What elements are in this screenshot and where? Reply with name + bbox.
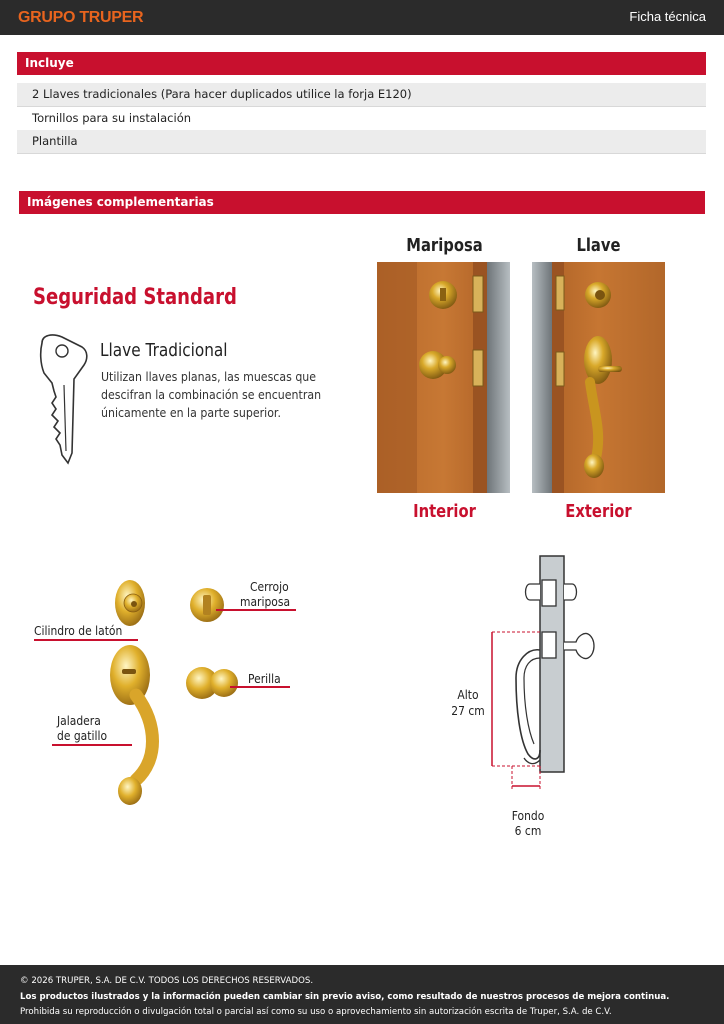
label-cerrojo-1: Cerrojo bbox=[250, 579, 289, 594]
footer-notice: Los productos ilustrados y la información pueden cambiar sin previo aviso, como resultado de nuestros procesos de mejora continua. bbox=[20, 991, 670, 1002]
footer-copyright: © 2026 TRUPER, S.A. DE C.V. TODOS LOS DERECHOS RESERVADOS. bbox=[20, 976, 314, 986]
exterior-door-photo bbox=[532, 262, 665, 493]
list-item: Tornillos para su instalación bbox=[32, 110, 192, 125]
photo-right-label: Llave bbox=[576, 235, 621, 256]
leader-line bbox=[230, 686, 290, 688]
list-item: 2 Llaves tradicionales (Para hacer duplicados utilice la forja E120) bbox=[17, 83, 706, 107]
security-title: Seguridad Standard bbox=[33, 285, 237, 310]
key-type-title: Llave Tradicional bbox=[100, 340, 228, 361]
dim-fondo-value: 6 cm bbox=[514, 823, 542, 838]
leader-line bbox=[34, 639, 138, 641]
footer bbox=[0, 965, 724, 1024]
footer-legal: Prohibida su reproducción o divulgación total o parcial así como su uso o aprovechamiento sin autorización escrita de Truper, S.A. de C.V. bbox=[20, 1007, 612, 1017]
dimensions-drawing bbox=[480, 550, 610, 790]
leader-line bbox=[52, 744, 132, 746]
photo-right-caption: Exterior bbox=[565, 501, 632, 522]
dim-fondo-label: Fondo bbox=[511, 808, 545, 823]
key-type-description: Utilizan llaves planas, las muescas que descifran la combinación se encuentran únicamente en la parte superior. bbox=[101, 369, 322, 420]
list-item: Plantilla bbox=[17, 130, 706, 154]
section-header-incluye: Incluye bbox=[17, 52, 706, 75]
section-header-imagenes: Imágenes complementarias bbox=[19, 191, 705, 214]
document-type: Ficha técnica bbox=[629, 9, 706, 24]
photo-left-label: Mariposa bbox=[406, 235, 483, 256]
label-jaladera-1: Jaladera bbox=[57, 713, 101, 728]
top-bar bbox=[0, 0, 724, 35]
complementary-images bbox=[0, 225, 724, 845]
leader-line bbox=[216, 609, 296, 611]
dim-alto-label: Alto bbox=[457, 687, 479, 702]
lock-parts-illustration bbox=[100, 575, 250, 815]
photo-left-caption: Interior bbox=[413, 501, 476, 522]
includes-list bbox=[17, 83, 706, 154]
key-icon bbox=[38, 333, 90, 465]
label-jaladera-2: de gatillo bbox=[57, 728, 108, 743]
label-perilla: Perilla bbox=[248, 671, 281, 686]
interior-door-photo bbox=[377, 262, 510, 493]
label-cilindro: Cilindro de latón bbox=[34, 623, 123, 638]
brand-logo: GRUPO TRUPER bbox=[18, 9, 144, 26]
label-cerrojo-2: mariposa bbox=[240, 594, 291, 609]
dim-alto-value: 27 cm bbox=[451, 703, 485, 718]
